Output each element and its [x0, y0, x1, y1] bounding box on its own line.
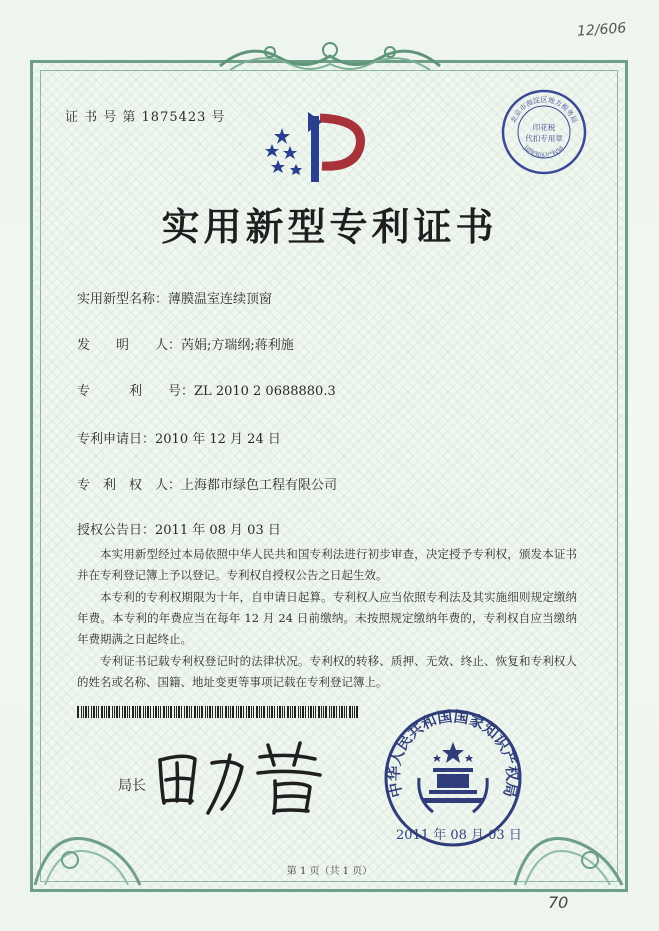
field-grant-date: [77, 519, 281, 538]
stamp-inner-line: 代扣专用章: [525, 134, 563, 143]
field-label: 实用新型名称：: [77, 292, 169, 307]
field-value: 2010 年 12 月 24 日: [155, 432, 281, 447]
tax-stamp-seal-icon: [500, 88, 588, 176]
field-label: 授权公告日：: [77, 523, 156, 538]
certificate-title: 实用新型专利证书: [161, 204, 498, 249]
director-signature: [150, 735, 330, 820]
field-value: ZL 2010 2 0688880.3: [194, 384, 336, 399]
seal-ring-text: 中华人民共和国国家知识产权局: [384, 708, 522, 800]
certificate-number: 证 书 号 第 1875423 号: [65, 110, 226, 125]
stamp-bottom-text: 国家知识产权局: [522, 144, 566, 160]
barcode-icon: [77, 706, 359, 718]
field-label: 发 明 人：: [77, 338, 182, 353]
field-value: 上海都市绿色工程有限公司: [181, 478, 338, 493]
scroll-ornament-icon: [210, 36, 450, 82]
field-patent-number: [77, 380, 336, 399]
director-label: 局长: [118, 778, 146, 794]
field-value: 2011 年 08 月 03 日: [155, 523, 281, 538]
handwritten-note: 70: [548, 893, 569, 912]
field-patentee: [77, 474, 337, 493]
field-inventors: [77, 334, 294, 353]
body-paragraph: 专利证书记载专利权登记时的法律状况。专利权的转移、质押、无效、终止、恢复和专利权人的姓名或名称、国籍、地址变更等事项记载在专利登记簿上。: [77, 654, 577, 689]
seal-date: 2011 年 08 月 03 日: [396, 828, 522, 843]
field-value: 芮娟;方瑞纲;蒋利施: [181, 338, 294, 353]
stamp-ring-text: 北京市海淀区地方税务局: [509, 96, 579, 125]
field-value: 薄膜温室连续顶窗: [168, 292, 273, 307]
field-label: 专 利 号：: [77, 384, 195, 399]
handwritten-note: 12/606: [576, 20, 627, 40]
svg-text:国家知识产权局: [522, 144, 566, 160]
stamp-inner-line: 印花税: [532, 123, 556, 132]
page-footer: 第 1 页（共 1 页）: [286, 866, 373, 877]
patent-office-logo-icon: [260, 108, 380, 188]
field-application-date: [77, 428, 281, 447]
field-label: 专 利 权 人：: [77, 478, 182, 493]
field-utility-model-name: [77, 288, 272, 307]
field-label: 专利申请日：: [77, 432, 156, 447]
body-paragraph: 本专利的专利权期限为十年，自申请日起算。专利权人应当依照专利法及其实施细则规定缴纳年费。本专利的年费应当在每年 12 月 24 日前缴纳。未按照规定缴纳年费的，专利权自应当缴纳年费期满之日起终止。: [77, 590, 577, 646]
body-paragraph: 本实用新型经过本局依照中华人民共和国专利法进行初步审查，决定授予专利权，颁发本证书并在专利登记簿上予以登记。专利权自授权公告之日起生效。: [77, 547, 577, 582]
